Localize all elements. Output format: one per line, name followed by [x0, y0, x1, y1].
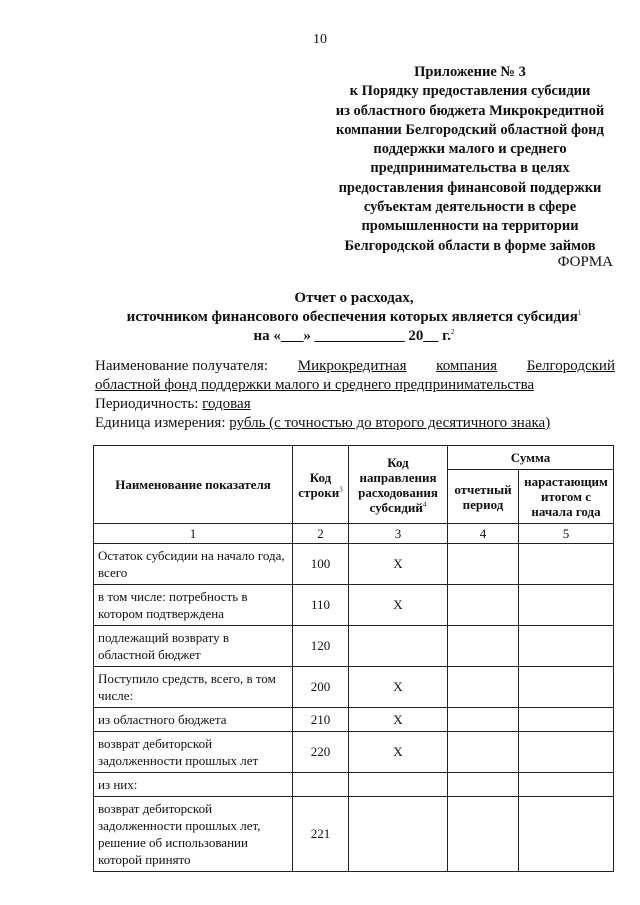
table-row: [94, 708, 614, 732]
row-direction: X: [349, 667, 448, 708]
header-sum: Сумма: [448, 446, 614, 470]
title-line-1: Отчет о расходах,: [294, 290, 414, 306]
title-line-2-text: источником финансового обеспечения которых является субсидия: [126, 309, 578, 325]
table-row: [94, 585, 614, 626]
appendix-line: поддержки малого и среднего: [373, 141, 567, 158]
footnote-mark: 2: [451, 328, 455, 336]
page-number: 10: [313, 32, 327, 47]
unit-value: рубль (с точностью до второго десятичного знака): [229, 415, 551, 431]
appendix-line: Приложение № 3: [414, 64, 526, 80]
header-direction-code-text: Код направления расходования субсидий: [358, 454, 438, 515]
row-name: возврат дебиторской задолженности прошлых лет: [94, 732, 293, 773]
row-cumulative: [519, 797, 614, 872]
recipient-line-2: [95, 376, 615, 395]
row-name: Остаток субсидии на начало года, всего: [94, 544, 293, 585]
appendix-line: субъектам деятельности в сфере: [363, 199, 577, 216]
header-line-code: [293, 446, 349, 524]
column-number: 3: [349, 524, 448, 544]
row-direction: X: [349, 544, 448, 585]
table-row: [94, 732, 614, 773]
header-cumulative: нарастающим итогом с начала года: [519, 470, 614, 524]
appendix-line: Белгородской области в форме займов: [344, 237, 596, 254]
appendix-header: [300, 63, 640, 256]
row-direction: X: [349, 585, 448, 626]
periodicity-label: Периодичность:: [95, 396, 199, 412]
report-table: [93, 445, 614, 872]
title-line-2: [0, 308, 640, 327]
header-indicator-name: Наименование показателя: [94, 446, 293, 524]
appendix-line: предпринимательства в целях: [370, 160, 570, 177]
row-cumulative: [519, 626, 614, 667]
table-row: [94, 626, 614, 667]
title-line-3: [0, 327, 640, 346]
form-label: ФОРМА: [557, 254, 613, 270]
row-name: из областного бюджета: [94, 708, 293, 732]
row-direction: [349, 797, 448, 872]
column-numbers-row: [94, 524, 614, 544]
row-cumulative: [519, 732, 614, 773]
row-cumulative: [519, 667, 614, 708]
appendix-line: компании Белгородский областной фонд: [336, 121, 604, 138]
row-name: Поступило средств, всего, в том числе:: [94, 667, 293, 708]
row-code: 220: [293, 732, 349, 773]
column-number: 5: [519, 524, 614, 544]
unit-label: Единица измерения:: [95, 415, 226, 431]
footnote-mark: 3: [339, 485, 343, 494]
row-code: [293, 773, 349, 797]
row-code: 110: [293, 585, 349, 626]
column-number: 1: [94, 524, 293, 544]
row-direction: X: [349, 732, 448, 773]
row-code: 200: [293, 667, 349, 708]
row-direction: [349, 773, 448, 797]
row-direction: X: [349, 708, 448, 732]
header-reporting-period: отчетный период: [448, 470, 519, 524]
row-code: 210: [293, 708, 349, 732]
report-title: [0, 289, 640, 346]
row-period: [448, 708, 519, 732]
column-number: 2: [293, 524, 349, 544]
row-period: [448, 797, 519, 872]
row-period: [448, 732, 519, 773]
row-direction: [349, 626, 448, 667]
row-period: [448, 667, 519, 708]
row-code: 120: [293, 626, 349, 667]
row-period: [448, 626, 519, 667]
recipient-line-1: [95, 357, 615, 376]
title-line-3-text: на «___» ____________ 20__ г.: [253, 328, 451, 344]
row-name: из них:: [94, 773, 293, 797]
row-cumulative: [519, 773, 614, 797]
recipient-word: компания: [436, 358, 498, 374]
footnote-mark: 4: [422, 500, 427, 509]
table-row: [94, 773, 614, 797]
row-cumulative: [519, 708, 614, 732]
row-period: [448, 773, 519, 797]
row-period: [448, 544, 519, 585]
column-number: 4: [448, 524, 519, 544]
table-row: [94, 544, 614, 585]
row-name: в том числе: потребность в котором подтверждена: [94, 585, 293, 626]
appendix-line: промышленности на территории: [361, 218, 579, 235]
row-code: 100: [293, 544, 349, 585]
table-row: [94, 667, 614, 708]
footnote-mark: 1: [577, 309, 582, 317]
row-period: [448, 585, 519, 626]
row-cumulative: [519, 544, 614, 585]
header-direction-code: [349, 446, 448, 524]
header-line-code-text: Код строки: [298, 469, 340, 500]
periodicity-line: [95, 395, 615, 414]
row-cumulative: [519, 585, 614, 626]
row-name: подлежащий возврату в областной бюджет: [94, 626, 293, 667]
appendix-line: из областного бюджета Микрокредитной: [335, 102, 605, 119]
unit-line: [95, 414, 615, 433]
recipient-value: областной фонд поддержки малого и среднего предпринимательства: [95, 377, 535, 393]
header-row: [94, 446, 614, 470]
recipient-word: Микрокредитная: [297, 358, 407, 374]
recipient-word: Белгородский: [526, 358, 615, 374]
appendix-line: предоставления финансовой поддержки: [338, 179, 602, 196]
appendix-line: к Порядку предоставления субсидии: [349, 83, 591, 100]
periodicity-value: годовая: [202, 396, 251, 412]
row-name: возврат дебиторской задолженности прошлых лет, решение об использовании которой принято: [94, 797, 293, 872]
table-row: [94, 797, 614, 872]
recipient-label: Наименование получателя:: [95, 358, 269, 374]
row-code: 221: [293, 797, 349, 872]
